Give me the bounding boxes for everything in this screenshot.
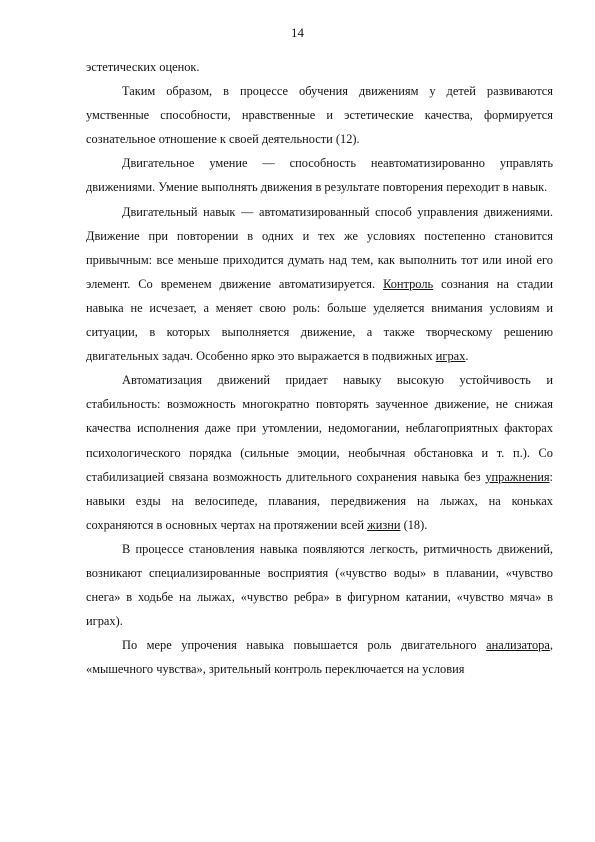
paragraph-text: По мере упрочения навыка повышается роль двигательного	[122, 638, 487, 653]
hyperlink[interactable]: анализатора	[486, 638, 550, 653]
paragraph-text: эстетических оценок.	[86, 60, 200, 74]
paragraph	[86, 200, 553, 369]
hyperlink[interactable]: играх	[435, 349, 466, 364]
hyperlink[interactable]: Контроль	[383, 276, 434, 291]
paragraph-text: В процессе становления навыка появляются легкость, ритмичность движений, возникают специализированные восприятия («чувство воды» в плавании, «чувство снега» в ходьбе на лыжах, «чувство ребра» в фигурном катании, «чувство мяча» в играх).	[86, 541, 553, 629]
paragraph-text: (18).	[400, 517, 428, 532]
paragraph-text: , «мышечного чувства», зрительный контроль переключается на условия	[86, 638, 553, 677]
hyperlink[interactable]: жизни	[367, 517, 401, 532]
paragraph	[86, 79, 553, 151]
hyperlink[interactable]: упражнения	[485, 469, 550, 484]
paragraph-text: Двигательный навык — автоматизированный способ управления движениями. Движение при повторении в одних и тех же условиях постепенно становится привычным: все меньше приходится думать над тем, как выполнить тот или иной его элемент. Со временем движение автоматизируется.	[86, 204, 553, 291]
paragraph-text: Автоматизация движений придает навыку высокую устойчивость и стабильность: возможность многократно повторять заученное движение, не снижая качества исполнения даже при утомлении, недомогании, неблагоприятных факторах психологического порядка (сильные эмоции, необычная обстановка и т. п.). Со стабилизацией связана возможность длительного сохранения навыка без	[86, 373, 553, 484]
paragraph	[86, 368, 553, 537]
paragraph-text: сознания на стадии навыка не исчезает, а меняет свою роль: больше уделяется внимания условиям и ситуации, в которых выполняется движение, а также творческому решению двигательных задач. Особенно ярко это выражается в подвижных	[86, 276, 553, 364]
paragraph-text: Таким образом, в процессе обучения движениям у детей развиваются умственные способности, нравственные и эстетические качества, формируется сознательное отношение к своей деятельности (12).	[86, 84, 553, 147]
paragraph-text: .	[465, 349, 469, 364]
paragraph-text: Двигательное умение — способность неавтоматизированно управлять движениями. Умение выполнять движения в результате повторения переходит в навык.	[86, 156, 553, 195]
paragraph	[86, 633, 553, 681]
body-text	[86, 55, 553, 681]
page-number: 14	[291, 25, 304, 40]
paragraph	[86, 151, 553, 199]
paragraph	[86, 537, 553, 633]
paragraph-text: : навыки езды на велосипеде, плавания, передвижения на лыжах, на коньках сохраняются в основных чертах на протяжении всей	[86, 469, 553, 532]
paragraph	[86, 55, 553, 79]
